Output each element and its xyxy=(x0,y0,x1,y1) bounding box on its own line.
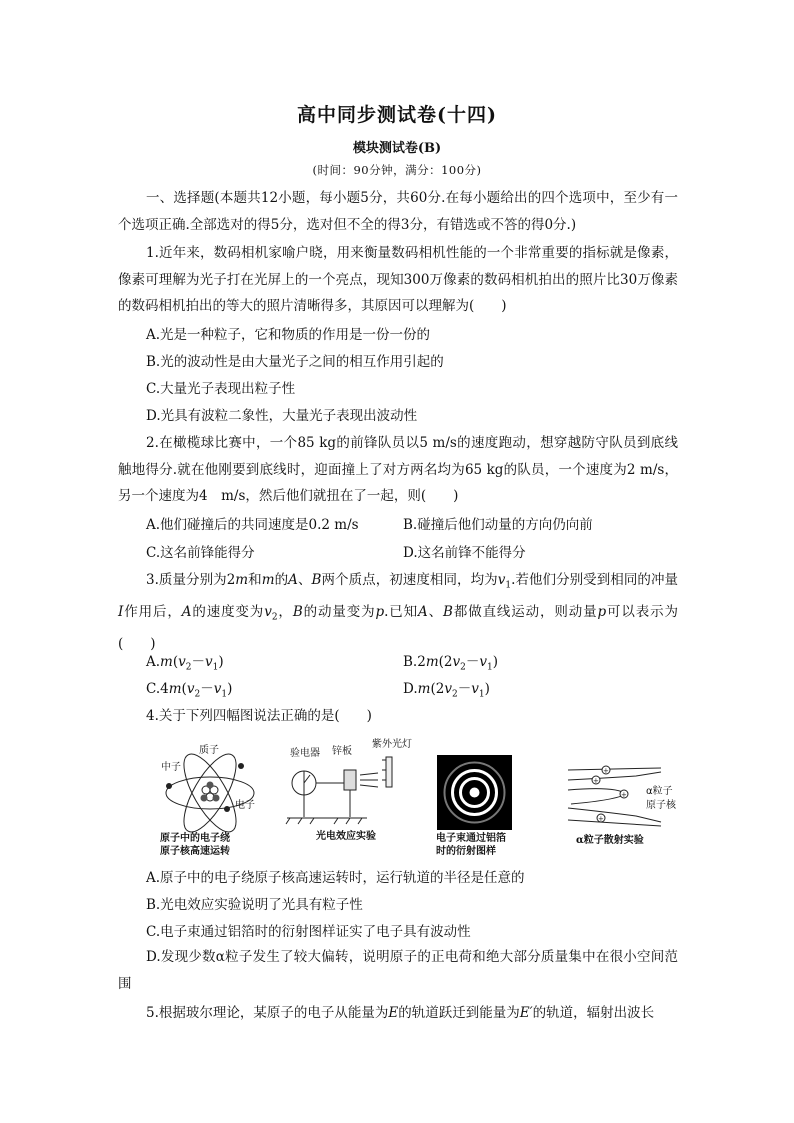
question-1-option-d: D.光具有波粒二象性，大量光子表现出波动性 xyxy=(146,408,418,424)
q3-var-B: B xyxy=(292,604,303,621)
q3-text-7: 的速度变为 xyxy=(191,604,265,621)
question-1-option-a: A.光是一种粒子，它和物质的作用是一份一份的 xyxy=(146,327,431,343)
q3-var-A: A xyxy=(181,604,192,621)
q3c-minus: － xyxy=(200,681,214,697)
question-2-option-c: C.这名前锋能得分 xyxy=(146,545,255,561)
q3d-m: m xyxy=(417,681,431,697)
q3-text-10: .已知 xyxy=(384,604,419,621)
figure-photoelectric xyxy=(282,735,412,830)
q3c-sub2: 2 xyxy=(194,689,201,700)
q3a-sub1: 1 xyxy=(212,662,219,673)
q3d-prefix: D. xyxy=(403,681,418,697)
q3a-v2: v xyxy=(178,654,186,670)
question-4-option-c: C.电子束通过铝箔时的衍射图样证实了电子具有波动性 xyxy=(146,924,471,940)
figure-3-caption xyxy=(436,832,506,858)
question-2-stem: 2.在橄榄球比赛中，一个85 kg的前锋队员以5 m/s的速度跑动，想穿越防守队员到底线触地得分.就在他刚要到底线时，迎面撞上了对方两名均为65 kg的队员，一个速度为2 m/s，另一个速度为4 m/s，然后他们就扭在了一起，则( ) xyxy=(118,435,678,504)
q3b-v2: v xyxy=(452,654,461,670)
q3b-prefix: B.2 xyxy=(403,654,426,670)
figure-2-caption: 光电效应实验 xyxy=(316,831,376,842)
figure-3-caption-line-2: 时的衍射图样 xyxy=(436,846,496,857)
question-4-option-b: B.光电效应实验说明了光具有粒子性 xyxy=(146,897,363,913)
exam-title: 高中同步测试卷(十四) xyxy=(297,104,497,126)
q3-var-B: B xyxy=(443,604,453,621)
q5-text-2: 的轨道跃迁到能量为 xyxy=(398,1005,520,1021)
q3-sep: 、 xyxy=(427,604,444,621)
question-1-option-b: B.光的波动性是由大量光子之间的相互作用引起的 xyxy=(146,354,444,370)
q3b-v1: v xyxy=(479,654,487,670)
svg-text:+: + xyxy=(598,815,604,823)
q3d-rp: ) xyxy=(484,681,490,697)
q3d-sub1: 1 xyxy=(478,689,485,700)
question-1-stem: 1.近年来，数码相机家喻户晓，用来衡量数码相机性能的一个非常重要的指标就是像素，像素可理解为光子打在光屏上的一个亮点，现知300万像素的数码相机拍出的照片比30万像素的数码相机拍出的等大的照片清晰得多，其原因可以理解为( ) xyxy=(118,245,678,314)
exam-subtitle: 模块测试卷(B) xyxy=(352,141,442,156)
q3-var-v: v xyxy=(497,572,506,588)
q3a-m: m xyxy=(160,654,173,670)
q3-var-m: m xyxy=(261,572,275,588)
label-uv-lamp: 紫外光灯 xyxy=(372,739,412,750)
q3-text-5: .若他们分别受到相同的冲量 xyxy=(511,572,678,588)
question-3-stem xyxy=(118,567,678,658)
q3b-sub1: 1 xyxy=(487,662,493,673)
question-3-option-c xyxy=(146,679,232,705)
q3-text-11: 都做直线运动，则动量 xyxy=(452,604,598,621)
label-electroscope: 验电器 xyxy=(290,748,320,759)
q3c-rp: ) xyxy=(227,681,233,697)
section-instructions: 一、选择题(本题共12小题，每小题5分，共60分.在每小题给出的四个选项中，至少有一个选项正确.全部选对的得5分，选对但不全的得3分，有错选或不答的得0分.) xyxy=(118,190,678,233)
question-2-option-a: A.他们碰撞后的共同速度是0.2 m/s xyxy=(146,517,359,533)
q3-text-4: 两个质点，初速度相同，均为 xyxy=(321,572,498,588)
diffraction-drawing xyxy=(437,755,512,830)
time-and-score-note: (时间：90分钟，满分：100分) xyxy=(312,163,482,177)
q3-text-8: ， xyxy=(277,604,293,621)
q3-text-2: 和 xyxy=(248,572,262,588)
svg-text:+: + xyxy=(593,777,599,785)
q3-var-B: B xyxy=(311,572,322,588)
figure-1-caption-line-2: 原子核高速运转 xyxy=(160,846,230,857)
figure-atom-model xyxy=(155,738,275,833)
q3c-lp: ( xyxy=(181,681,187,697)
q5-var-E: E xyxy=(388,1005,399,1021)
q3-var-I: I xyxy=(118,604,124,621)
q5-text-3: 的轨道，辐射出波长 xyxy=(532,1005,655,1021)
q3-text-1: 3.质量分别为2 xyxy=(146,572,236,588)
question-2-option-d: D.这名前锋不能得分 xyxy=(403,545,526,561)
label-alpha-particle: α粒子 xyxy=(646,786,673,797)
question-5-stem xyxy=(118,1000,678,1027)
q3-sub-1: 1 xyxy=(505,580,512,591)
q3c-v1: v xyxy=(213,681,222,697)
svg-text:+: + xyxy=(603,767,609,775)
q3b-minus: － xyxy=(465,654,480,670)
q3a-sub2: 2 xyxy=(185,662,192,673)
question-2-option-b: B.碰撞后他们动量的方向仍向前 xyxy=(403,517,593,533)
q3d-v2: v xyxy=(444,681,452,697)
figure-alpha-scattering xyxy=(566,760,681,830)
q3-var-A: A xyxy=(288,572,298,588)
q3-text-9: 的动量变为 xyxy=(302,604,376,621)
question-3-option-b xyxy=(403,652,498,678)
q3-var-m: m xyxy=(235,572,249,588)
q3a-rp: ) xyxy=(218,654,224,670)
q3-var-v: v xyxy=(264,604,272,621)
q3-var-p: p xyxy=(375,604,385,621)
question-3-option-a xyxy=(146,652,224,678)
q3b-rp: ) xyxy=(492,654,499,670)
q3a-minus: － xyxy=(191,654,206,670)
q3a-v1: v xyxy=(205,654,213,670)
svg-text:+: + xyxy=(621,791,627,799)
q3c-m: m xyxy=(168,681,182,697)
label-zinc-plate: 锌板 xyxy=(332,746,352,757)
question-4-stem: 4.关于下列四幅图说法正确的是( ) xyxy=(146,708,372,724)
question-4-option-a: A.原子中的电子绕原子核高速运转时，运行轨道的半径是任意的 xyxy=(146,870,525,886)
q3d-lp: (2 xyxy=(430,681,445,697)
figure-diffraction-pattern xyxy=(437,755,512,830)
q3-text-12: 可以表示为( ) xyxy=(118,604,679,653)
q5-var-E-prime: E′ xyxy=(519,1005,533,1021)
q3a-prefix: A. xyxy=(146,654,161,670)
question-3-option-d xyxy=(403,679,490,705)
q3c-sub1: 1 xyxy=(221,689,228,700)
q3c-v2: v xyxy=(186,681,195,697)
q3d-sub2: 2 xyxy=(451,689,458,700)
q3b-m: m xyxy=(425,654,439,670)
q3c-prefix: C.4 xyxy=(146,681,169,697)
q3b-sub2: 2 xyxy=(460,662,466,673)
q3a-lp: ( xyxy=(172,654,179,670)
label-proton: 质子 xyxy=(199,745,219,756)
q3-var-A: A xyxy=(418,604,428,621)
figure-3-caption-line-1: 电子束通过铝箔 xyxy=(436,833,506,844)
q3-text-6: 作用后， xyxy=(123,604,182,621)
question-4-option-d: D.发现少数α粒子发生了较大偏转，说明原子的正电荷和绝大部分质量集中在很小空间范围 xyxy=(118,949,678,992)
label-neutron: 中子 xyxy=(161,762,181,773)
q3d-v1: v xyxy=(471,681,479,697)
figure-1-caption xyxy=(160,832,230,858)
question-1-option-c: C.大量光子表现出粒子性 xyxy=(146,381,296,397)
q3-sep: 、 xyxy=(297,572,312,588)
figure-1-caption-line-1: 原子中的电子绕 xyxy=(160,833,230,844)
q5-text-1: 5.根据玻尔理论，某原子的电子从能量为 xyxy=(146,1005,389,1021)
q3-text-3: 的 xyxy=(274,572,289,588)
label-electron: 电子 xyxy=(235,800,255,811)
label-nucleus: 原子核 xyxy=(646,800,676,811)
q3d-minus: － xyxy=(457,681,472,697)
q3-sub-2: 2 xyxy=(271,612,278,623)
q3b-lp: (2 xyxy=(438,654,453,670)
q3-var-p: p xyxy=(597,604,607,621)
figure-4-caption: α粒子散射实验 xyxy=(576,835,644,846)
